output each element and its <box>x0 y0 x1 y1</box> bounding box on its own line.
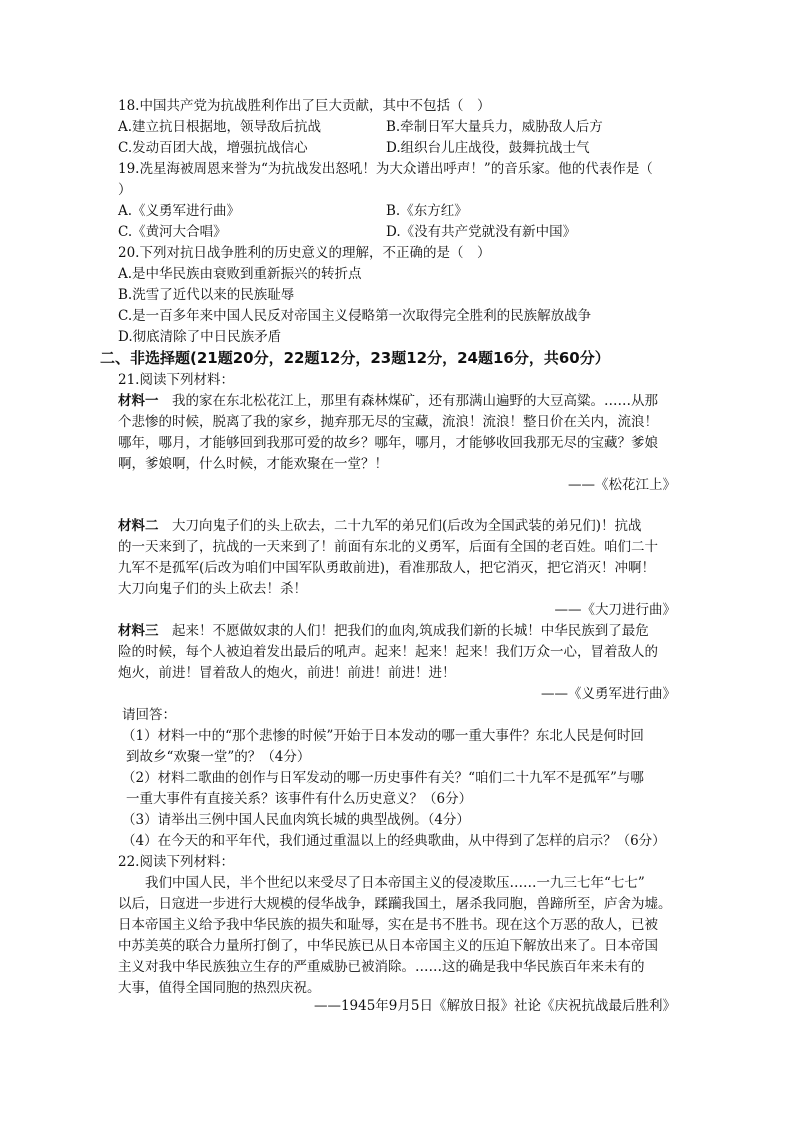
q20-option-c: C.是一百多年来中国人民反对帝国主义侵略第一次取得完全胜利的民族解放战争 <box>118 308 592 324</box>
q22-para-line-2: 以后，日寇进一步进行大规模的侵华战争，蹂躏我国土，屠杀我同胞，兽蹄所至，庐舍为墟。 <box>118 896 672 912</box>
q21-sub-2-cont: 一重大事件有直接关系？该事件有什么历史意义？（6分） <box>126 791 473 807</box>
material-2-label: 材料二 <box>118 518 159 534</box>
q20-stem: 20.下列对抗日战争胜利的历史意义的理解，不正确的是（ ） <box>118 245 491 261</box>
q19-option-c: C.《黄河大合唱》 <box>118 224 227 240</box>
q18-option-a: A.建立抗日根据地，领导敌后抗战 <box>118 119 322 135</box>
q21-material-2 <box>118 516 642 536</box>
q22-para-line-5: 主义对我中华民族独立生存的严重威胁已被消除。……这的确是我中华民族百年来未有的 <box>118 959 645 975</box>
material-1-line-2: 个悲惨的时候，脱离了我的家乡，抛弃那无尽的宝藏，流浪！流浪！整日价在关内，流浪！ <box>118 414 658 430</box>
q18-option-c: C.发动百团大战，增强抗战信心 <box>118 140 308 156</box>
material-2-line-4: 大刀向鬼子们的头上砍去！杀！ <box>118 581 307 597</box>
material-2-line-1: 大刀向鬼子们的头上砍去，二十九军的弟兄们(后改为全国武装的弟兄们)！抗战 <box>158 518 642 534</box>
material-1-label: 材料一 <box>118 393 159 409</box>
material-1-line-3: 哪年，哪月，才能够回到我那可爱的故乡？哪年，哪月，才能够收回我那无尽的宝藏？爹娘 <box>118 435 658 451</box>
q21-sub-3: （3）请举出三例中国人民血肉筑长城的典型战例。（4分） <box>122 812 470 828</box>
q19-option-d: D.《没有共产党就没有新中国》 <box>386 224 577 240</box>
material-3-line-3: 炮火，前进！冒着敌人的炮火，前进！前进！前进！进！ <box>118 665 456 681</box>
material-3-source: ——《义勇军进行曲》 <box>541 686 676 702</box>
q20-option-b: B.洗雪了近代以来的民族耻辱 <box>118 287 295 303</box>
material-1-line-4: 啊，爹娘啊，什么时候，才能欢聚在一堂？！ <box>118 456 388 472</box>
material-3-label: 材料三 <box>118 623 159 639</box>
q20-option-a: A.是中华民族由衰败到重新振兴的转折点 <box>118 266 362 282</box>
q21-sub-1: （1）材料一中的“那个悲惨的时候”开始于日本发动的哪一重大事件？东北人民是何时回 <box>122 728 644 744</box>
q21-sub-4: （4）在今天的和平年代，我们通过重温以上的经典歌曲，从中得到了怎样的启示？（6分） <box>122 833 666 849</box>
q19-stem: 19.冼星海被周恩来誉为“为抗战发出怒吼！为大众谱出呼声！”的音乐家。他的代表作是（ <box>118 161 653 177</box>
q21-stem: 21.阅读下列材料： <box>118 372 234 388</box>
q21-ask: 请回答： <box>122 707 176 723</box>
material-1-line-1: 我的家在东北松花江上，那里有森林煤矿，还有那满山遍野的大豆高粱。……从那 <box>158 393 658 409</box>
q21-material-1 <box>118 391 658 411</box>
material-3-line-2: 险的时候，每个人被迫着发出最后的吼声。起来！起来！起来！我们万众一心，冒着敌人的 <box>118 644 658 660</box>
section-title: 二、非选择题(21题20分，22题12分，23题12分，24题16分，共60分） <box>100 349 610 367</box>
q22-para-line-3: 日本帝国主义给予我中华民族的损失和耻辱，实在是书不胜书。现在这个万恶的敌人，已被 <box>118 917 658 933</box>
q18-option-d: D.组织台儿庄战役，鼓舞抗战士气 <box>386 140 590 156</box>
q19-stem-cont: ） <box>118 182 132 198</box>
material-3-line-1: 起来！不愿做奴隶的人们！把我们的血肉,筑成我们新的长城！中华民族到了最危 <box>158 623 649 639</box>
q22-source: ——1945年9月5日《解放日报》社论《庆祝抗战最后胜利》 <box>313 998 676 1014</box>
q19-option-a: A.《义勇军进行曲》 <box>118 203 241 219</box>
material-2-source: ——《大刀进行曲》 <box>554 602 676 618</box>
q22-para-line-6: 大事，值得全国同胞的热烈庆祝。 <box>118 980 321 996</box>
q18-stem: 18.中国共产党为抗战胜利作出了巨大贡献，其中不包括（ ） <box>118 98 491 114</box>
q22-stem: 22.阅读下列材料： <box>118 854 234 870</box>
material-2-line-3: 九军不是孤军(后改为咱们中国军队勇敢前进)，看准那敌人，把它消灭，把它消灭！冲啊！ <box>118 560 656 576</box>
q22-para-line-4: 中苏美英的联合力量所打倒了，中华民族已从日本帝国主义的压迫下解放出来了。日本帝国 <box>118 938 658 954</box>
q21-material-3 <box>118 621 649 641</box>
material-2-line-2: 的一天来到了，抗战的一天来到了！前面有东北的义勇军，后面有全国的老百姓。咱们二十 <box>118 539 658 555</box>
material-1-source: ——《松花江上》 <box>568 477 676 493</box>
q20-option-d: D.彻底清除了中日民族矛盾 <box>118 329 282 345</box>
q21-sub-1-cont: 到故乡“欢聚一堂”的？（4分） <box>126 749 311 765</box>
q19-option-b: B.《东方红》 <box>386 203 468 219</box>
q22-para-line-1: 我们中国人民，半个世纪以来受尽了日本帝国主义的侵凌欺压……一九三七年“七七” <box>118 875 645 891</box>
q18-option-b: B.牵制日军大量兵力，威胁敌人后方 <box>386 119 603 135</box>
q21-sub-2: （2）材料二歌曲的创作与日军发动的哪一历史事件有关？“咱们二十九军不是孤军”与哪 <box>122 770 644 786</box>
